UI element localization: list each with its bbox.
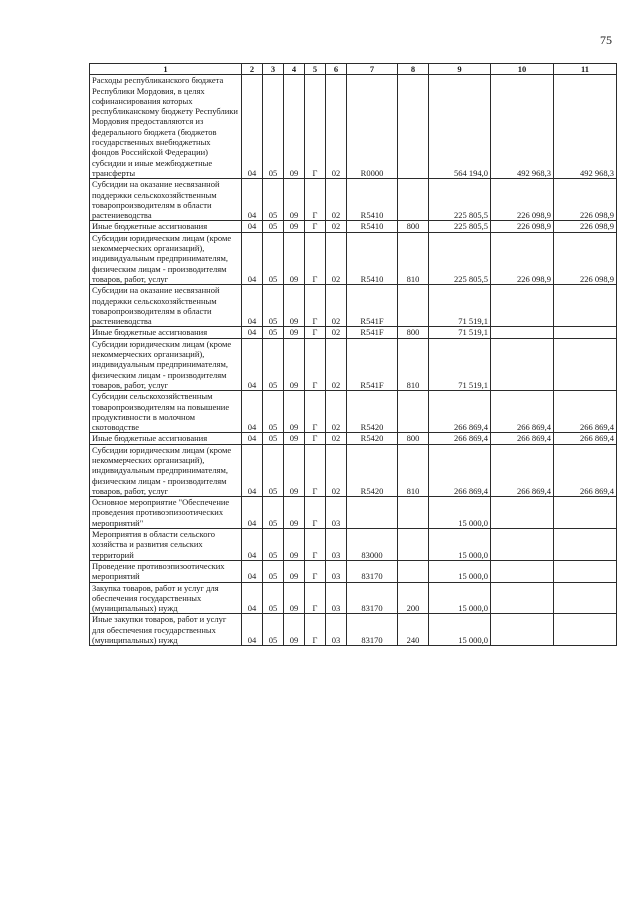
column-header: 2 (242, 64, 263, 75)
subsection-code: 05 (263, 327, 284, 338)
event-code: 02 (326, 444, 347, 496)
expense-type-code (398, 179, 429, 221)
column-header: 9 (429, 64, 491, 75)
amount-year-1: 71 519,1 (429, 327, 491, 338)
expense-type-code (398, 391, 429, 433)
event-code: 03 (326, 497, 347, 529)
amount-year-2 (491, 327, 554, 338)
amount-year-2: 266 869,4 (491, 444, 554, 496)
row-description: Проведение противоэпизоотических мероприятий (90, 560, 242, 582)
subprogram-code: Г (305, 529, 326, 561)
target-article-code: R541F (347, 338, 398, 390)
amount-year-3 (554, 529, 617, 561)
subsection-code: 05 (263, 232, 284, 284)
budget-table (89, 63, 617, 646)
program-code: 09 (284, 560, 305, 582)
amount-year-1: 266 869,4 (429, 433, 491, 444)
table-row (90, 221, 617, 232)
row-description: Субсидии юридическим лицам (кроме некоммерческих организаций), индивидуальным предпринимателям, физическим лицам - производителям товаров, работ, услуг (90, 444, 242, 496)
target-article-code: R5420 (347, 444, 398, 496)
table-row (90, 338, 617, 390)
program-code: 09 (284, 179, 305, 221)
expense-type-code: 810 (398, 338, 429, 390)
subsection-code: 05 (263, 444, 284, 496)
amount-year-2 (491, 285, 554, 327)
amount-year-2 (491, 529, 554, 561)
row-description: Основное мероприятие "Обеспечение проведения противоэпизоотических мероприятий" (90, 497, 242, 529)
event-code: 03 (326, 529, 347, 561)
subsection-code: 05 (263, 179, 284, 221)
amount-year-2: 226 098,9 (491, 221, 554, 232)
column-header: 4 (284, 64, 305, 75)
amount-year-3 (554, 582, 617, 614)
subprogram-code: Г (305, 433, 326, 444)
row-description: Закупка товаров, работ и услуг для обеспечения государственных (муниципальных) нужд (90, 582, 242, 614)
column-header: 1 (90, 64, 242, 75)
amount-year-1: 225 805,5 (429, 221, 491, 232)
subprogram-code: Г (305, 327, 326, 338)
amount-year-3 (554, 327, 617, 338)
section-code: 04 (242, 232, 263, 284)
program-code: 09 (284, 614, 305, 646)
subsection-code: 05 (263, 221, 284, 232)
amount-year-3 (554, 285, 617, 327)
row-description: Мероприятия в области сельского хозяйства и развития сельских территорий (90, 529, 242, 561)
program-code: 09 (284, 529, 305, 561)
amount-year-3: 226 098,9 (554, 232, 617, 284)
table-row (90, 560, 617, 582)
amount-year-1: 15 000,0 (429, 614, 491, 646)
section-code: 04 (242, 497, 263, 529)
expense-type-code: 810 (398, 444, 429, 496)
target-article-code: R5410 (347, 179, 398, 221)
section-code: 04 (242, 560, 263, 582)
table-row (90, 433, 617, 444)
subsection-code: 05 (263, 75, 284, 179)
event-code: 02 (326, 179, 347, 221)
column-header: 8 (398, 64, 429, 75)
page-number: 75 (600, 33, 612, 47)
event-code: 03 (326, 582, 347, 614)
amount-year-1: 71 519,1 (429, 338, 491, 390)
amount-year-3: 266 869,4 (554, 433, 617, 444)
amount-year-2 (491, 614, 554, 646)
section-code: 04 (242, 75, 263, 179)
expense-type-code: 800 (398, 221, 429, 232)
table-row (90, 497, 617, 529)
row-description: Субсидии на оказание несвязанной поддержки сельскохозяйственным товаропроизводителям в области растениеводства (90, 179, 242, 221)
expense-type-code (398, 529, 429, 561)
column-header: 11 (554, 64, 617, 75)
amount-year-1: 15 000,0 (429, 529, 491, 561)
column-header: 5 (305, 64, 326, 75)
table-row (90, 179, 617, 221)
table-row (90, 232, 617, 284)
row-description: Субсидии юридическим лицам (кроме некоммерческих организаций), индивидуальным предпринимателям, физическим лицам - производителям товаров, работ, услуг (90, 232, 242, 284)
event-code: 02 (326, 433, 347, 444)
section-code: 04 (242, 391, 263, 433)
program-code: 09 (284, 444, 305, 496)
column-header: 3 (263, 64, 284, 75)
row-description: Субсидии юридическим лицам (кроме некоммерческих организаций), индивидуальным предпринимателям, физическим лицам - производителям товаров, работ, услуг (90, 338, 242, 390)
amount-year-1: 71 519,1 (429, 285, 491, 327)
column-header: 10 (491, 64, 554, 75)
amount-year-3: 226 098,9 (554, 221, 617, 232)
amount-year-2: 226 098,9 (491, 232, 554, 284)
amount-year-1: 266 869,4 (429, 391, 491, 433)
event-code: 02 (326, 221, 347, 232)
table-body (90, 75, 617, 646)
section-code: 04 (242, 582, 263, 614)
amount-year-1: 15 000,0 (429, 582, 491, 614)
subprogram-code: Г (305, 338, 326, 390)
table-row (90, 444, 617, 496)
table-row (90, 391, 617, 433)
target-article-code: 83170 (347, 560, 398, 582)
target-article-code: R541F (347, 327, 398, 338)
event-code: 02 (326, 75, 347, 179)
subprogram-code: Г (305, 75, 326, 179)
subprogram-code: Г (305, 444, 326, 496)
expense-type-code: 200 (398, 582, 429, 614)
target-article-code: 83170 (347, 614, 398, 646)
amount-year-1: 564 194,0 (429, 75, 491, 179)
amount-year-2 (491, 338, 554, 390)
row-description: Субсидии на оказание несвязанной поддержки сельскохозяйственным товаропроизводителям в области растениеводства (90, 285, 242, 327)
program-code: 09 (284, 497, 305, 529)
section-code: 04 (242, 327, 263, 338)
expense-type-code (398, 285, 429, 327)
expense-type-code: 800 (398, 327, 429, 338)
expense-type-code (398, 497, 429, 529)
row-description: Субсидии сельскохозяйственным товаропроизводителям на повышение продуктивности в молочном скотоводстве (90, 391, 242, 433)
amount-year-2: 266 869,4 (491, 433, 554, 444)
row-description: Иные закупки товаров, работ и услуг для обеспечения государственных (муниципальных) нужд (90, 614, 242, 646)
section-code: 04 (242, 221, 263, 232)
program-code: 09 (284, 582, 305, 614)
event-code: 02 (326, 285, 347, 327)
amount-year-2 (491, 560, 554, 582)
amount-year-2 (491, 497, 554, 529)
amount-year-3 (554, 560, 617, 582)
event-code: 02 (326, 232, 347, 284)
amount-year-3 (554, 614, 617, 646)
event-code: 03 (326, 560, 347, 582)
event-code: 02 (326, 338, 347, 390)
program-code: 09 (284, 391, 305, 433)
table-row (90, 75, 617, 179)
amount-year-3: 266 869,4 (554, 444, 617, 496)
subsection-code: 05 (263, 582, 284, 614)
subsection-code: 05 (263, 497, 284, 529)
section-code: 04 (242, 433, 263, 444)
table-row (90, 614, 617, 646)
table-row (90, 529, 617, 561)
target-article-code: R5420 (347, 433, 398, 444)
table-row (90, 582, 617, 614)
subsection-code: 05 (263, 338, 284, 390)
target-article-code: R0000 (347, 75, 398, 179)
program-code: 09 (284, 327, 305, 338)
section-code: 04 (242, 338, 263, 390)
subsection-code: 05 (263, 285, 284, 327)
amount-year-3 (554, 338, 617, 390)
subprogram-code: Г (305, 497, 326, 529)
table-row (90, 285, 617, 327)
target-article-code: R541F (347, 285, 398, 327)
amount-year-1: 225 805,5 (429, 179, 491, 221)
amount-year-1: 266 869,4 (429, 444, 491, 496)
target-article-code: 83000 (347, 529, 398, 561)
amount-year-1: 225 805,5 (429, 232, 491, 284)
subsection-code: 05 (263, 433, 284, 444)
row-description: Иные бюджетные ассигнования (90, 433, 242, 444)
amount-year-3: 226 098,9 (554, 179, 617, 221)
amount-year-3: 492 968,3 (554, 75, 617, 179)
program-code: 09 (284, 75, 305, 179)
subprogram-code: Г (305, 614, 326, 646)
column-header: 6 (326, 64, 347, 75)
event-code: 02 (326, 327, 347, 338)
subsection-code: 05 (263, 529, 284, 561)
amount-year-2: 492 968,3 (491, 75, 554, 179)
header-row (90, 64, 617, 75)
target-article-code (347, 497, 398, 529)
subsection-code: 05 (263, 391, 284, 433)
column-header: 7 (347, 64, 398, 75)
program-code: 09 (284, 338, 305, 390)
section-code: 04 (242, 529, 263, 561)
expense-type-code: 240 (398, 614, 429, 646)
subprogram-code: Г (305, 232, 326, 284)
subsection-code: 05 (263, 614, 284, 646)
target-article-code: R5410 (347, 221, 398, 232)
expense-type-code: 810 (398, 232, 429, 284)
program-code: 09 (284, 221, 305, 232)
subprogram-code: Г (305, 221, 326, 232)
event-code: 03 (326, 614, 347, 646)
row-description: Расходы республиканского бюджета Республики Мордовия, в целях софинансирования которых республиканскому бюджету Республики Мордовия предоставляются из федерального бюджета (бюджетов государственных внебюджетных фондов Российской Федерации) субсидии и иные межбюджетные трансферты (90, 75, 242, 179)
amount-year-1: 15 000,0 (429, 497, 491, 529)
subprogram-code: Г (305, 285, 326, 327)
row-description: Иные бюджетные ассигнования (90, 221, 242, 232)
subprogram-code: Г (305, 582, 326, 614)
subprogram-code: Г (305, 179, 326, 221)
expense-type-code (398, 75, 429, 179)
table-row (90, 327, 617, 338)
amount-year-2 (491, 582, 554, 614)
row-description: Иные бюджетные ассигнования (90, 327, 242, 338)
program-code: 09 (284, 285, 305, 327)
program-code: 09 (284, 433, 305, 444)
amount-year-2: 266 869,4 (491, 391, 554, 433)
target-article-code: R5410 (347, 232, 398, 284)
section-code: 04 (242, 444, 263, 496)
section-code: 04 (242, 614, 263, 646)
amount-year-1: 15 000,0 (429, 560, 491, 582)
amount-year-2: 226 098,9 (491, 179, 554, 221)
target-article-code: R5420 (347, 391, 398, 433)
expense-type-code: 800 (398, 433, 429, 444)
amount-year-3 (554, 497, 617, 529)
section-code: 04 (242, 285, 263, 327)
section-code: 04 (242, 179, 263, 221)
subsection-code: 05 (263, 560, 284, 582)
program-code: 09 (284, 232, 305, 284)
amount-year-3: 266 869,4 (554, 391, 617, 433)
event-code: 02 (326, 391, 347, 433)
expense-type-code (398, 560, 429, 582)
target-article-code: 83170 (347, 582, 398, 614)
subprogram-code: Г (305, 391, 326, 433)
subprogram-code: Г (305, 560, 326, 582)
